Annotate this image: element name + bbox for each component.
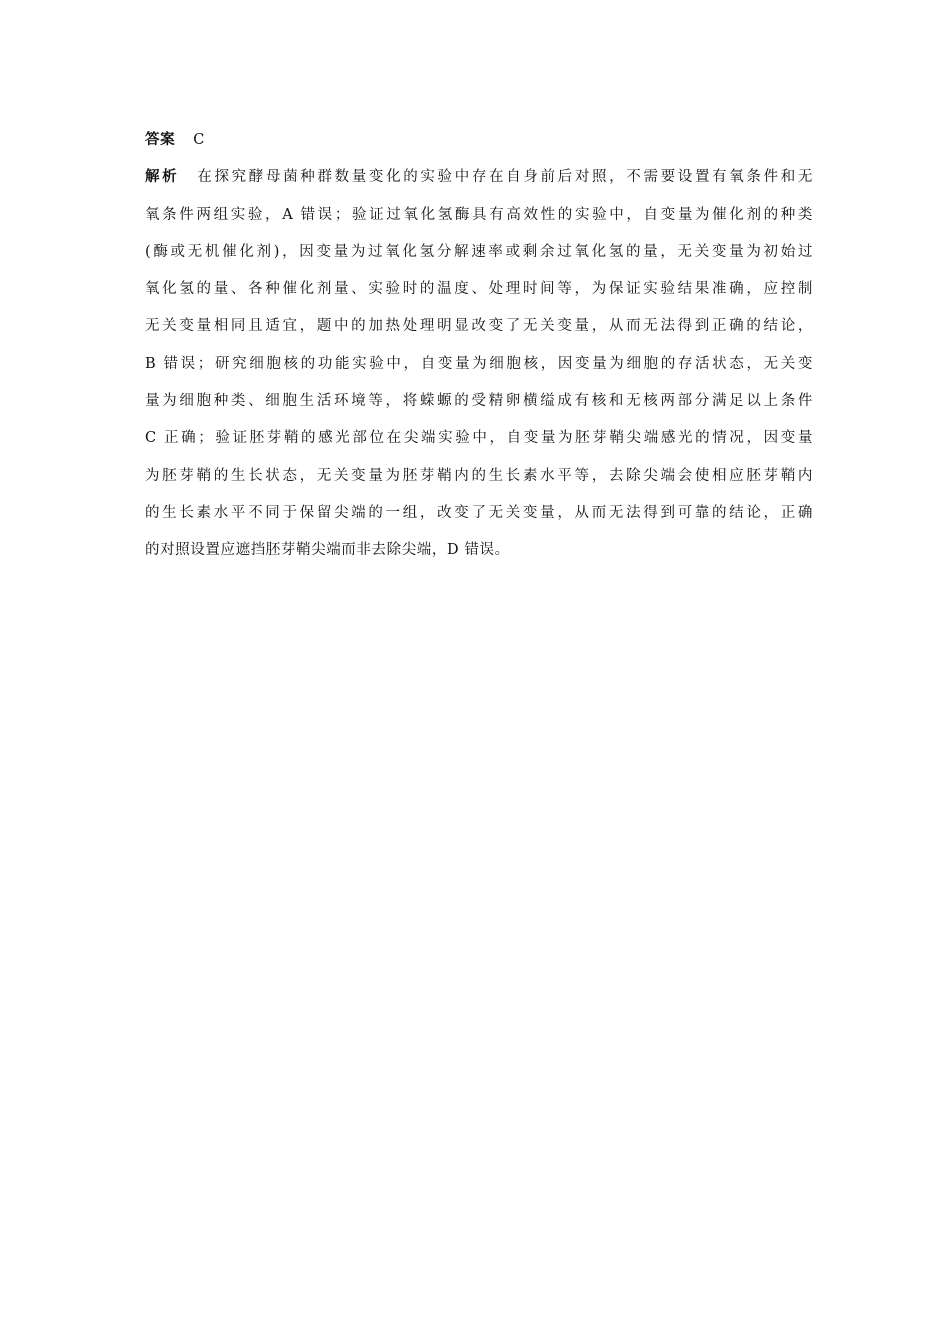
answer-analysis-block	[145, 122, 813, 570]
analysis-text: 的生长素水平不同于保留尖端的一组，改变了无关变量，从而无法得到可靠的结论，正确	[145, 504, 813, 521]
analysis-text: 为胚芽鞘的生长状态，无关变量为胚芽鞘内的生长素水平等，去除尖端会使相应胚芽鞘内	[145, 467, 813, 484]
answer-label: 答案	[145, 132, 176, 148]
analysis-text: 在探究酵母菌种群数量变化的实验中存在自身前后对照，不需要设置有氧条件和无	[197, 169, 813, 186]
answer-line	[145, 122, 813, 159]
analysis-text: (酶或无机催化剂)，因变量为过氧化氢分解速率或剩余过氧化氢的量，无关变量为初始过	[145, 243, 813, 260]
analysis-label: 解析	[145, 169, 180, 186]
analysis-text: B 错误；研究细胞核的功能实验中，自变量为细胞核，因变量为细胞的存活状态，无关变	[145, 355, 813, 372]
analysis-line	[145, 159, 813, 196]
analysis-text: 的对照设置应遮挡胚芽鞘尖端而非去除尖端，D 错误。	[145, 542, 510, 559]
analysis-text: 氧条件两组实验，A 错误；验证过氧化氢酶具有高效性的实验中，自变量为催化剂的种类	[145, 206, 813, 223]
analysis-text: C 正确；验证胚芽鞘的感光部位在尖端实验中，自变量为胚芽鞘尖端感光的情况，因变量	[145, 430, 813, 447]
analysis-text: 量为细胞种类、细胞生活环境等，将蝾螈的受精卵横缢成有核和无核两部分满足以上条件	[145, 393, 813, 410]
analysis-text: 氧化氢的量、各种催化剂量、实验时的温度、处理时间等，为保证实验结果准确，应控制	[145, 281, 813, 298]
answer-value: C	[193, 132, 205, 148]
analysis-text: 无关变量相同且适宜，题中的加热处理明显改变了无关变量，从而无法得到正确的结论，	[145, 318, 813, 335]
